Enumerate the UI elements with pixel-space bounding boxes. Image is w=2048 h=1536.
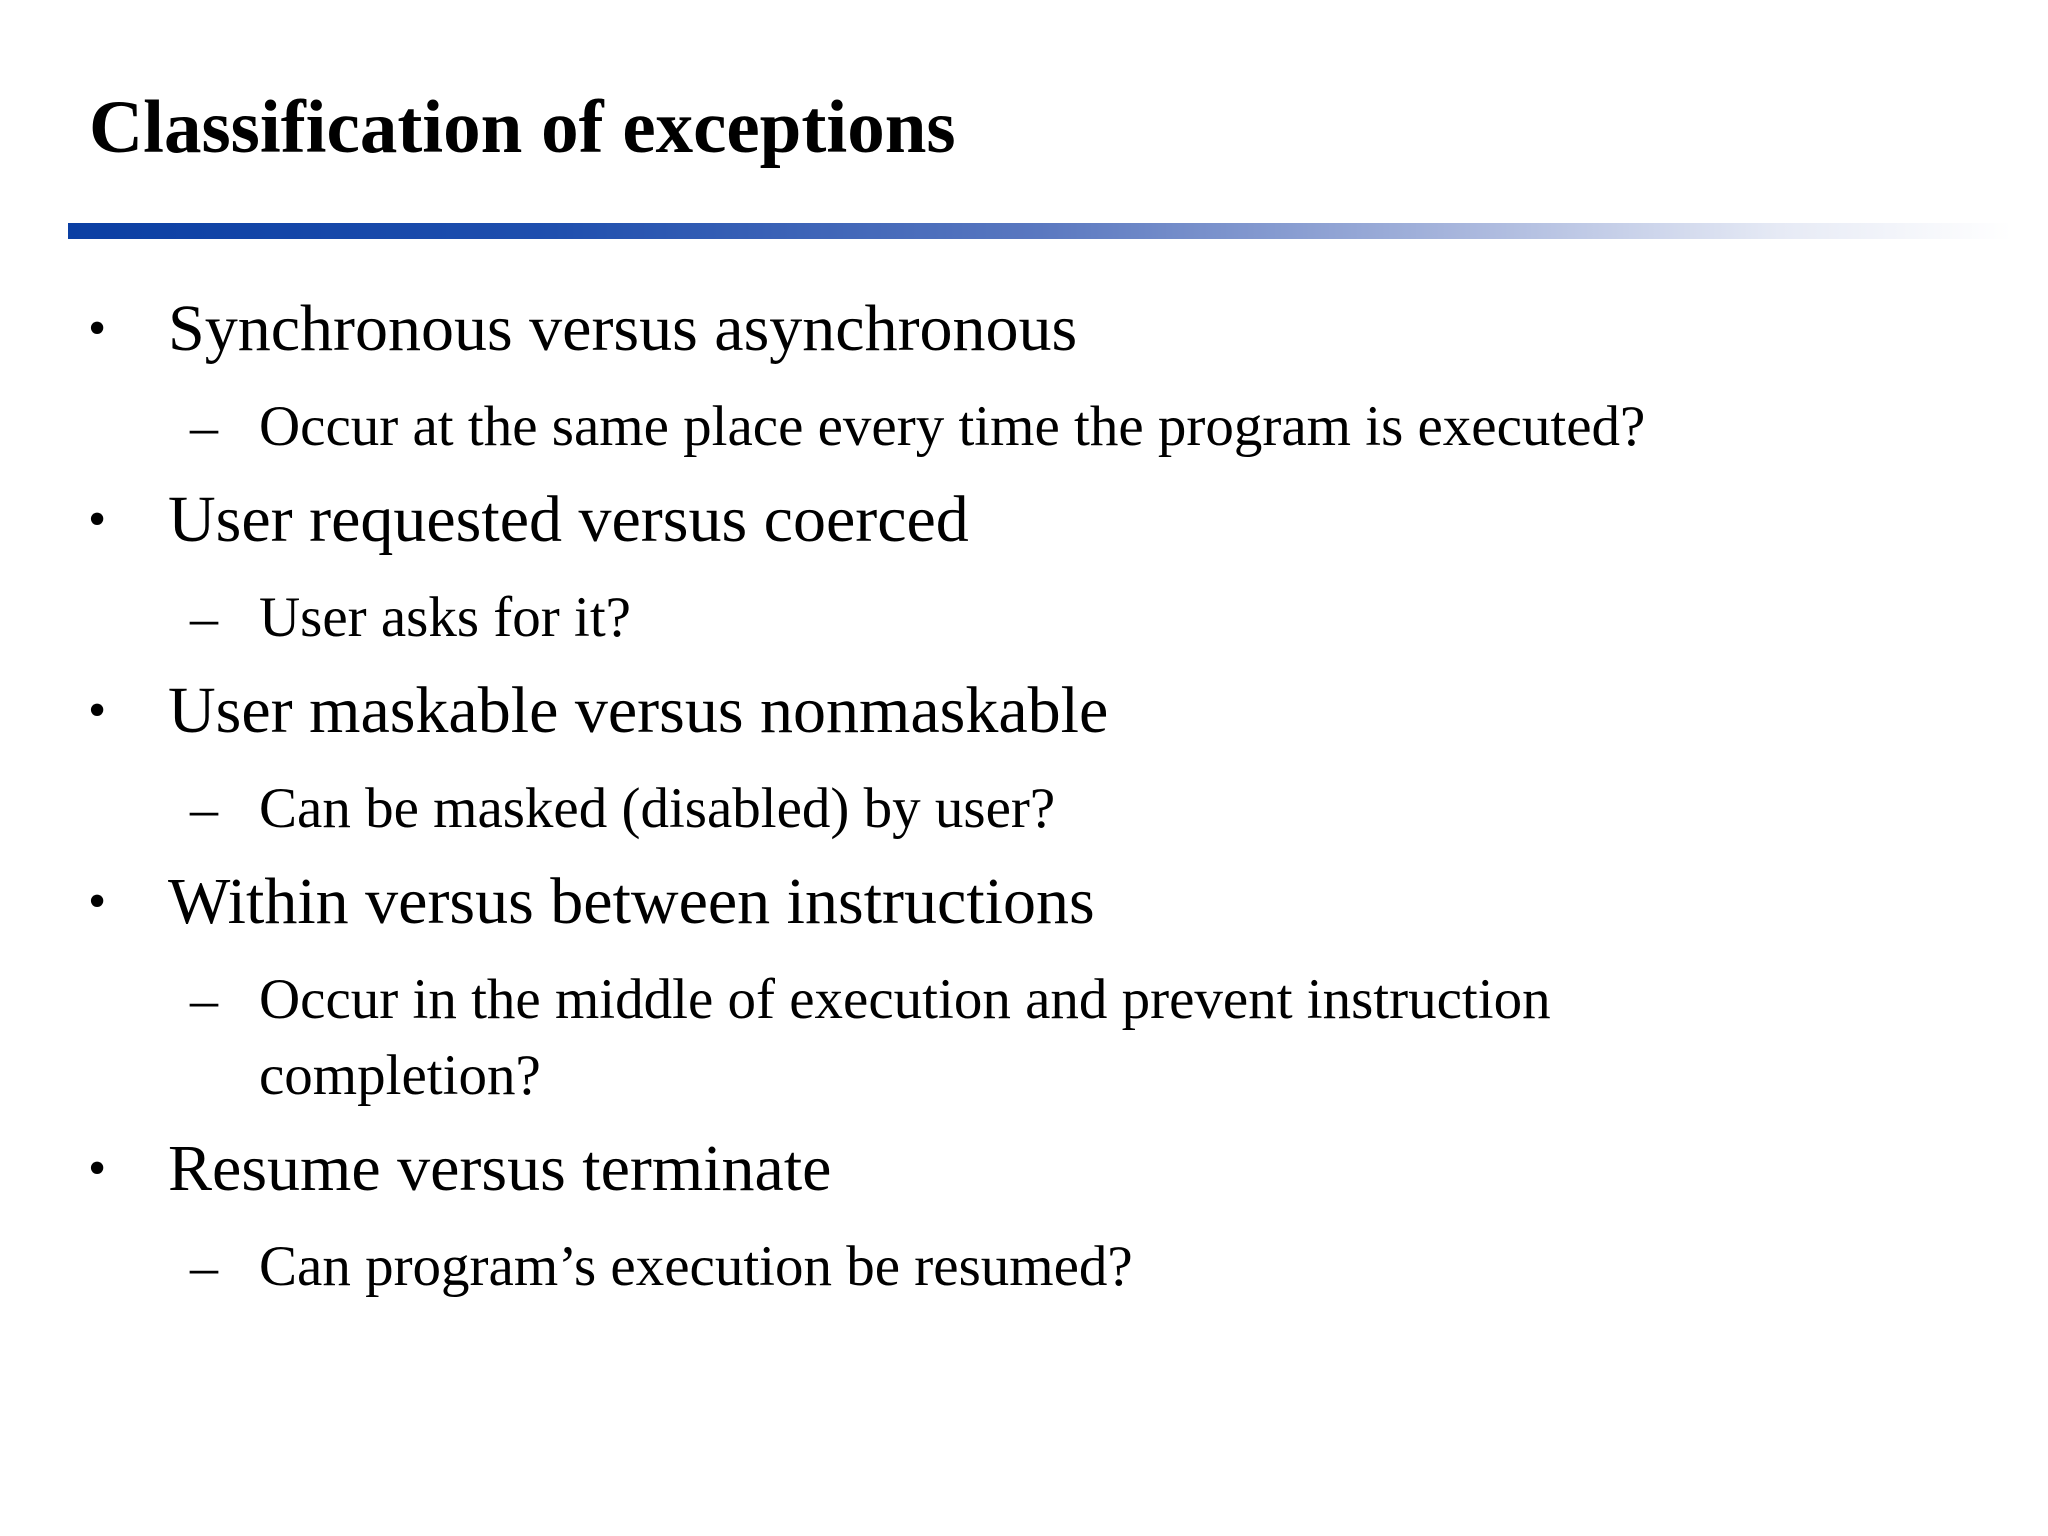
bullet-glyph: • — [88, 1140, 107, 1197]
dash-glyph: – — [190, 587, 218, 649]
dash-glyph: – — [190, 969, 218, 1031]
dash-glyph: – — [190, 396, 218, 458]
sub-item-text: Can program’s execution be resumed? — [259, 1235, 1133, 1298]
sub-item-text: Can be masked (disabled) by user? — [259, 777, 1056, 840]
sub-item-text-line-1: Occur in the middle of execution and prevent instruction — [259, 968, 1551, 1031]
list-item-text: Within versus between instructions — [168, 865, 1095, 938]
list-item-text: Resume versus terminate — [168, 1132, 832, 1205]
sub-item-text: Occur at the same place every time the program is executed? — [259, 395, 1646, 458]
dash-glyph: – — [190, 778, 218, 840]
list-item-text: User maskable versus nonmaskable — [168, 674, 1109, 747]
dash-glyph: – — [190, 1236, 218, 1298]
slide-title: Classification of exceptions — [89, 86, 956, 169]
sub-item-text: User asks for it? — [259, 586, 631, 649]
list-item-text: User requested versus coerced — [168, 483, 969, 556]
sub-item-text-line-2: completion? — [259, 1044, 541, 1107]
bullet-glyph: • — [88, 682, 107, 739]
bullet-glyph: • — [88, 873, 107, 930]
bullet-glyph: • — [88, 491, 107, 548]
list-item-text: Synchronous versus asynchronous — [168, 292, 1078, 365]
bullet-glyph: • — [88, 300, 107, 357]
